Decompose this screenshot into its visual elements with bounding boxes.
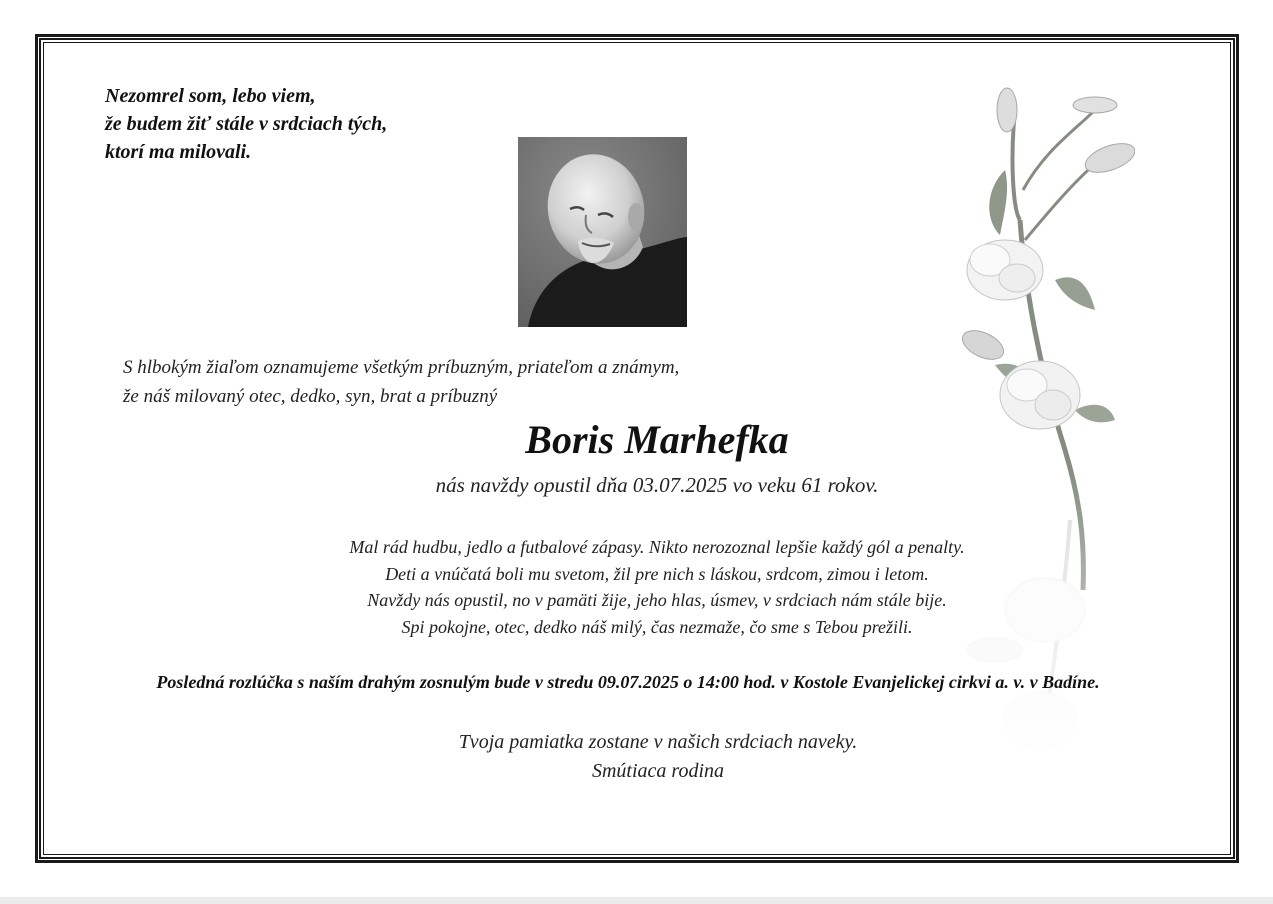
portrait-photo (518, 137, 687, 327)
funeral-announcement: Posledná rozlúčka s naším drahým zosnulým bude v stredu 09.07.2025 o 14:00 hod. v Kostole Evanjelickej cirkvi a. v. v Badíne. (156, 672, 1100, 692)
poem-line: Deti a vnúčatá boli mu svetom, žil pre nich s láskou, srdcom, zimou i letom. (385, 563, 929, 584)
deceased-name: Boris Marhefka (525, 417, 789, 462)
poem-line: Mal rád hudbu, jedlo a futbalové zápasy. Nikto nerozoznal lepšie každý gól a penalty. (349, 537, 965, 557)
announcement-line: S hlbokým žiaľom oznamujeme všetkým príbuzným, priateľom a známym, (123, 357, 680, 378)
bottom-strip (0, 897, 1273, 904)
poem-line: Navždy nás opustil, no v pamäti žije, jeho hlas, úsmev, v srdciach nám stále bije. (367, 590, 947, 610)
motto-line: že budem žiť stále v srdciach tých, (105, 113, 388, 135)
family-signature: Smútiaca rodina (591, 760, 725, 782)
motto-line: Nezomrel som, lebo viem, (105, 85, 316, 107)
portrait-illustration (518, 137, 687, 327)
death-date-line: nás navždy opustil dňa 03.07.2025 vo veku 61 rokov. (435, 473, 879, 497)
memorial-poem (0, 534, 1273, 640)
announcement-line: že náš milovaný otec, dedko, syn, brat a príbuzný (123, 386, 498, 407)
motto-line: ktorí ma milovali. (105, 141, 252, 163)
motto-quote (105, 82, 387, 166)
announcement-text (123, 353, 679, 411)
closing-text (0, 728, 1273, 786)
closing-line: Tvoja pamiatka zostane v našich srdciach naveky. (458, 731, 858, 753)
poem-line: Spi pokojne, otec, dedko náš milý, čas nezmaže, čo sme s Tebou prežili. (401, 616, 913, 637)
